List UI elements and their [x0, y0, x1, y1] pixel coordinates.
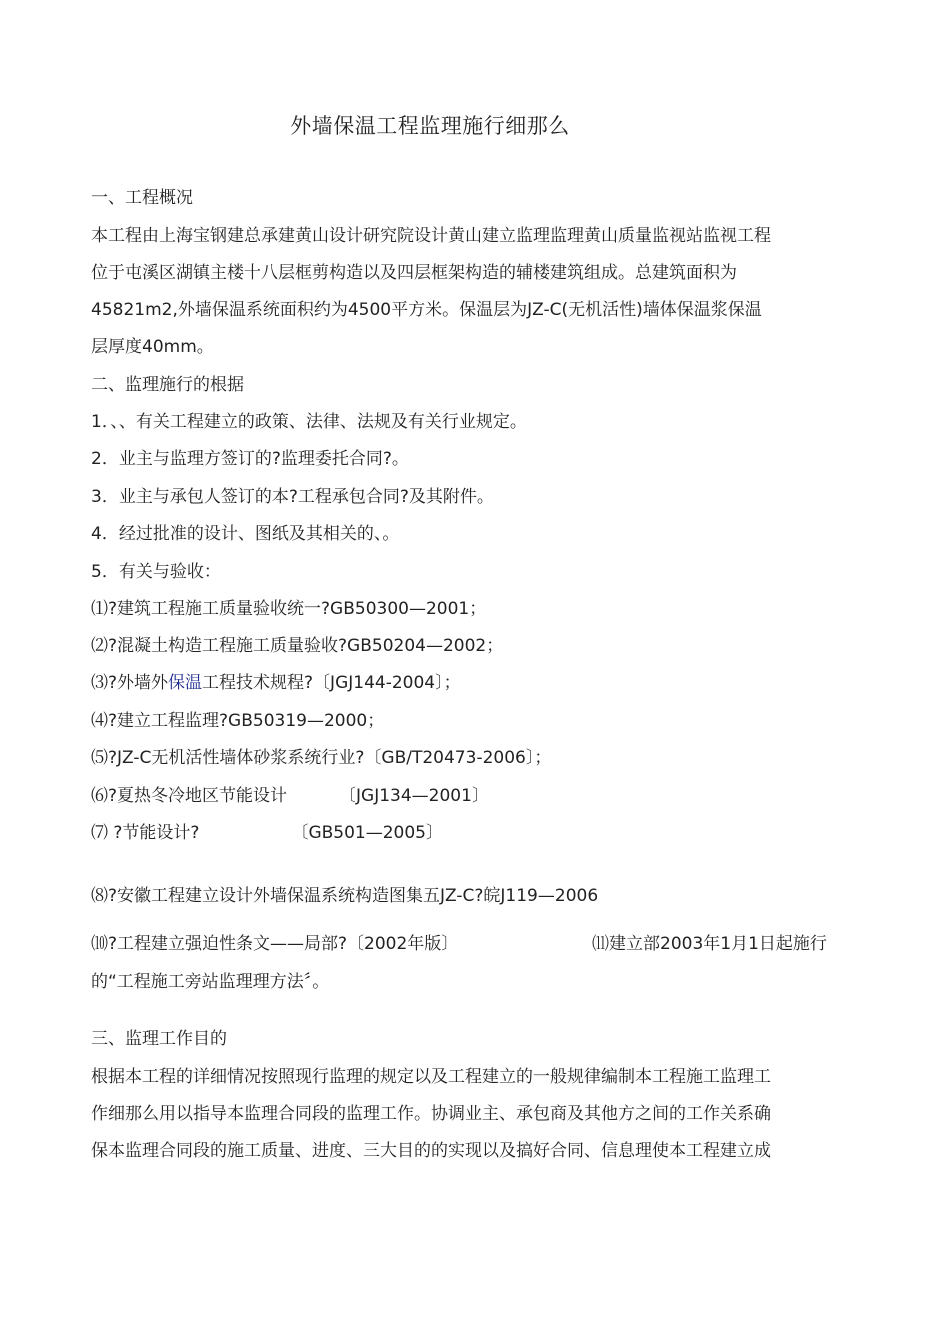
standard-code: 〔JGJ134—2001〕 [339, 786, 489, 806]
standard-item: ⑸?JZ-C无机活性墙体砂浆系统行业?〔GB/T20473-2006〕； [91, 748, 552, 768]
document-title: 外墙保温工程监理施行细那么 [290, 114, 570, 138]
standard-item: 的“工程施工旁站监理理方法〞。 [91, 972, 330, 992]
standard-text: ⑹?夏热冬冷地区节能设计 [91, 786, 288, 806]
list-item: 5．有关与验收： [91, 562, 221, 582]
standard-item: ⑵?混凝土构造工程施工质量验收?GB50204—2002； [91, 636, 504, 656]
standard-item [91, 784, 871, 808]
standard-item [91, 671, 871, 695]
standard-item [91, 821, 871, 845]
standard-item: ⑷?建立工程监理?GB50319—2000； [91, 711, 385, 731]
standard-text: 工程技术规程?〔JGJ144-2004〕； [202, 673, 461, 693]
section-heading-objectives: 三、监理工作目的 [91, 1029, 227, 1049]
list-item: 1．、、有关工程建立的政策、法律、法规及有关行业规定。 [91, 412, 527, 432]
standard-text: ⑶?外墙外 [91, 673, 169, 693]
paragraph-line: 根据本工程的详细情况按照现行监理的规定以及工程建立的一般规律编制本工程施工监理工 [91, 1067, 771, 1087]
paragraph-line: 作细那么用以指导本监理合同段的监理工作。协调业主、承包商及其他方之间的工作关系确 [91, 1104, 771, 1124]
paragraph-line: 位于屯溪区湖镇主楼十八层框剪构造以及四层框架构造的辅楼建筑组成。总建筑面积为 [91, 263, 737, 283]
standard-item: ⑴?建筑工程施工质量验收统一?GB50300—2001； [91, 599, 487, 619]
keyword-link[interactable]: 保温 [168, 673, 203, 693]
standard-text: ⑺ ?节能设计? [91, 823, 200, 843]
section-heading-basis: 二、监理施行的根据 [91, 375, 244, 395]
list-item: 2．业主与监理方签订的?监理委托合同?。 [91, 449, 409, 469]
paragraph-line: 层厚度40mm。 [91, 337, 214, 357]
list-item: 3．业主与承包人签订的本?工程承包合同?及其附件。 [91, 487, 494, 507]
standard-item: ⑻?安徽工程建立设计外墙保温系统构造图集五JZ-C?皖J119—2006 [91, 886, 599, 906]
list-item: 4．经过批准的设计、图纸及其相关的、。 [91, 524, 400, 544]
paragraph-line: 45821m2,外墙保温系统面积约为4500平方米。保温层为JZ-C(无机活性)墙体保温浆保温 [91, 300, 762, 320]
section-heading-overview: 一、工程概况 [91, 188, 193, 208]
paragraph-line: 保本监理合同段的施工质量、进度、三大目的的实现以及搞好合同、信息理使本工程建立成 [91, 1141, 771, 1161]
standard-code: 〔GB501—2005〕 [291, 823, 444, 843]
paragraph-line: 本工程由上海宝钢建总承建黄山设计研究院设计黄山建立监理监理黄山质量监视站监视工程 [91, 226, 771, 246]
standard-item: ⑽?工程建立强迫性条文——局部?〔2002年版〕 [91, 934, 459, 954]
standard-item: ⑾建立部2003年1月1日起施行 [592, 934, 827, 954]
